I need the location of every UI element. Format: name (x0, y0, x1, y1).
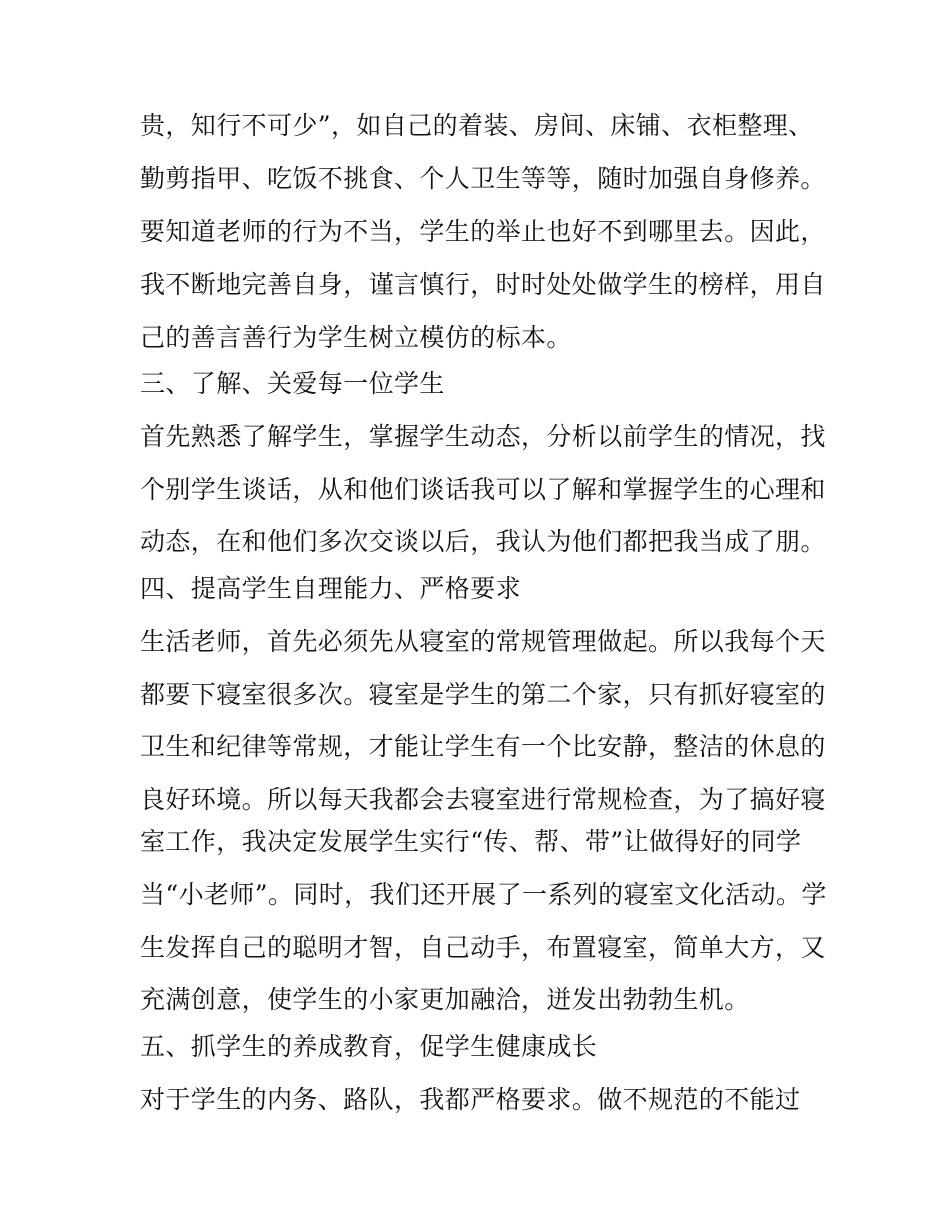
text-line: 要知道老师的行为不当，学生的举止也好不到哪里去。因此， (140, 217, 826, 246)
text-line: 我不断地完善自身，谨言慎行，时时处处做学生的榜样，用自 (140, 270, 826, 299)
text-line: 动态，在和他们多次交谈以后，我认为他们都把我当成了朋。 (140, 527, 826, 556)
text-line: 首先熟悉了解学生，掌握学生动态，分析以前学生的情况，找 (140, 422, 826, 451)
text-line: 己的善言善行为学生树立模仿的标本。 (140, 323, 572, 352)
text-line: 良好环境。所以每天我都会去寝室进行常规检查，为了搞好寝 (140, 785, 826, 814)
text-line: 个别学生谈话，从和他们谈话我可以了解和掌握学生的心理和 (140, 475, 826, 504)
text-line: 生活老师，首先必须先从寝室的常规管理做起。所以我每个天 (140, 627, 826, 656)
text-line: 充满创意，使学生的小家更加融洽，迸发出勃勃生机。 (140, 985, 750, 1014)
text-line: 室工作，我决定发展学生实行“传、帮、带”让做得好的同学 (140, 827, 802, 856)
text-line: 生发挥自己的聪明才智，自己动手，布置寝室，简单大方，又 (140, 933, 826, 962)
text-line: 对于学生的内务、路队，我都严格要求。做不规范的不能过 (140, 1085, 801, 1114)
text-line: 勤剪指甲、吃饭不挑食、个人卫生等等，随时加强自身修养。 (140, 164, 826, 193)
section-heading: 五、抓学生的养成教育，促学生健康成长 (140, 1032, 598, 1061)
text-line: 都要下寝室很多次。寝室是学生的第二个家，只有抓好寝室的 (140, 680, 826, 709)
section-heading: 四、提高学生自理能力、严格要求 (140, 574, 522, 603)
text-line: 当“小老师”。同时，我们还开展了一系列的寝室文化活动。学 (140, 880, 827, 909)
section-heading: 三、了解、关爱每一位学生 (140, 369, 445, 398)
text-line: 贵，知行不可少”，如自己的着装、房间、床铺、衣柜整理、 (140, 111, 814, 140)
text-line: 卫生和纪律等常规，才能让学生有一个比安静，整洁的休息的 (140, 732, 826, 761)
